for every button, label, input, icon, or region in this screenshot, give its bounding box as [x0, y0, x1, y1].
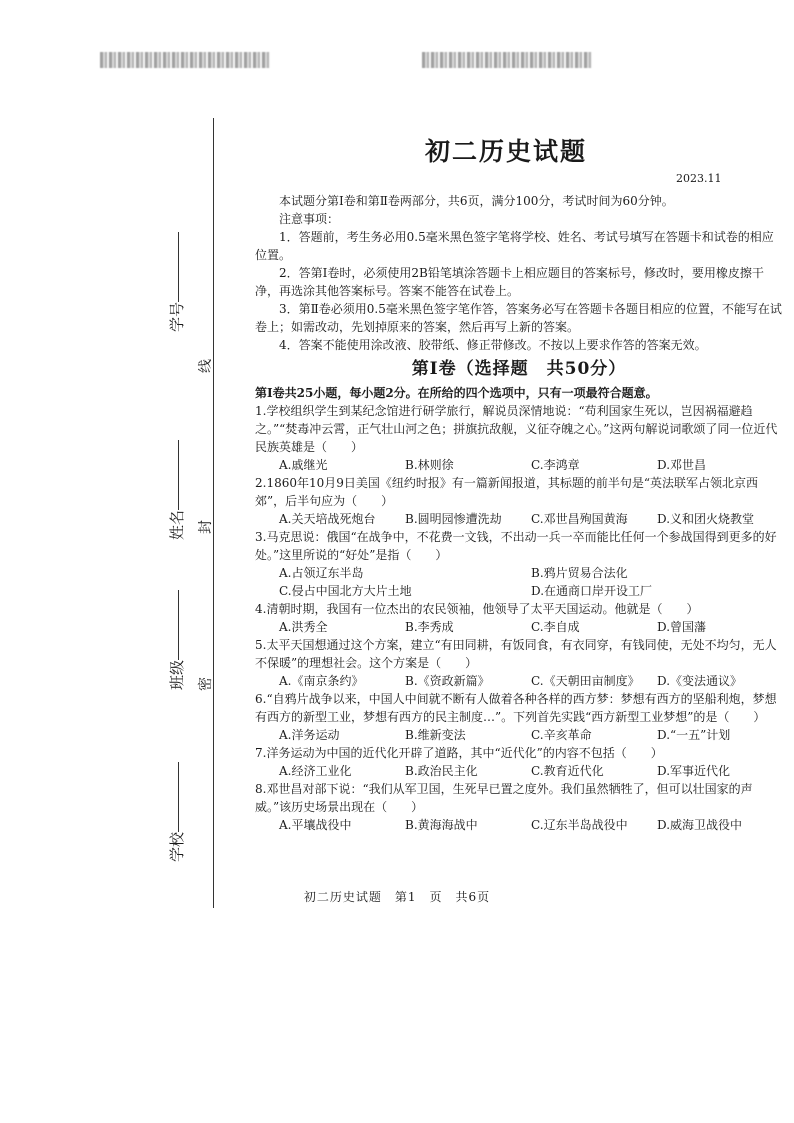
binding-field-name — [166, 434, 187, 540]
option: B.黄海海战中 — [405, 818, 478, 832]
option: D.“一五”计划 — [657, 728, 731, 742]
option: B.李秀成 — [405, 620, 454, 634]
question-stem: 8.邓世昌对部下说：“我们从军卫国，生死早已置之度外。我们虽然牺牲了，但可以壮国家的声威。”该历史场景出现在（ ） — [255, 782, 753, 814]
question — [255, 528, 783, 600]
page-title: 初二历史试题 — [425, 137, 588, 166]
scan-smudge-right — [422, 52, 592, 68]
seal-word-secret: 密 — [198, 677, 214, 691]
option: B.维新变法 — [405, 728, 466, 742]
exam-body — [255, 192, 783, 834]
option: C.邓世昌殉国黄海 — [531, 512, 628, 526]
options — [255, 456, 783, 474]
option: D.曾国藩 — [657, 620, 707, 634]
option: D.在通商口岸开设工厂 — [531, 584, 653, 598]
notice-item: 3．第Ⅱ卷必须用0.5毫米黑色签字笔作答，答案务必写在答题卡各题目相应的位置，不能写在试卷上；如需改动，先划掉原来的答案，然后再写上新的答案。 — [255, 302, 782, 334]
option: D.义和团火烧教堂 — [657, 512, 755, 526]
question-stem: 6.“自鸦片战争以来，中国人中间就不断有人做着各种各样的西方梦：梦想有西方的坚船利炮，梦想有西方的新型工业，梦想有西方的民主制度…”。下列首先实践“西方新型工业梦想”的是（ ） — [255, 692, 777, 724]
question-stem: 7.洋务运动为中国的近代化开辟了道路，其中“近代化”的内容不包括（ ） — [255, 746, 663, 760]
seal-word-line: 线 — [198, 359, 214, 373]
option: A.经济工业化 — [279, 764, 352, 778]
question-stem: 1.学校组织学生到某纪念馆进行研学旅行，解说员深情地说：“苟利国家生死以，岂因祸福避趋之。”“焚毒冲云霄，正气壮山河之色；拼旗抗敌舰，义征夺魄之心。”这两句解说词歌颂了同一位近代民族英雄是（ ） — [255, 404, 778, 454]
option: C.教育近代化 — [531, 764, 604, 778]
options — [255, 510, 783, 528]
notice-title: 注意事项： — [279, 212, 340, 226]
option: C.辛亥革命 — [531, 728, 592, 742]
option: C.《天朝田亩制度》 — [531, 674, 640, 688]
question — [255, 402, 783, 474]
notice-item: 2．答第Ⅰ卷时，必须使用2B铅笔填涂答题卡上相应题目的答案标号，修改时，要用橡皮擦干净，再选涂其他答案标号。答案不能答在试卷上。 — [255, 266, 764, 298]
option: C.辽东半岛战役中 — [531, 818, 628, 832]
options — [255, 618, 783, 636]
field-label: 学号 — [168, 301, 186, 332]
option: C.李自成 — [531, 620, 580, 634]
section-title: 第Ⅰ卷（选择题 共50分） — [411, 359, 627, 379]
options — [255, 816, 783, 834]
option: D.威海卫战役中 — [657, 818, 743, 832]
binding-field-student-id — [166, 226, 187, 332]
question-stem: 5.太平天国想通过这个方案，建立“有田同耕，有饭同食，有衣同穿，有钱同使，无处不均匀，无人不保暖”的理想社会。这个方案是（ ） — [255, 638, 777, 670]
notice-item: 4．答案不能使用涂改液、胶带纸、修正带修改。不按以上要求作答的答案无效。 — [279, 338, 707, 352]
question-stem: 3.马克思说：俄国“在战争中，不花费一文钱，不出动一兵一卒而能比任何一个参战国得到更多的好处。”这里所说的“好处”是指（ ） — [255, 530, 777, 562]
option: B.圆明园惨遭洗劫 — [405, 512, 502, 526]
option: A.占领辽东半岛 — [279, 566, 364, 580]
option: B.政治民主化 — [405, 764, 478, 778]
option: B.鸦片贸易合法化 — [531, 566, 628, 580]
question — [255, 600, 783, 636]
field-label: 学校 — [168, 831, 186, 862]
question — [255, 636, 783, 690]
option: A.平壤战役中 — [279, 818, 352, 832]
option: B.林则徐 — [405, 458, 454, 472]
question — [255, 780, 783, 834]
seal-word-seal: 封 — [198, 520, 214, 534]
options — [255, 582, 783, 600]
question — [255, 690, 783, 744]
option: C.李鸿章 — [531, 458, 580, 472]
option: A.《南京条约》 — [279, 674, 364, 688]
options — [255, 564, 783, 582]
binding-field-school — [166, 756, 187, 862]
scan-smudge-left — [100, 52, 270, 68]
field-label: 班级 — [168, 659, 186, 690]
notice-item: 1．答题前，考生务必用0.5毫米黑色签字笔将学校、姓名、考试号填写在答题卡和试卷的相应位置。 — [255, 230, 774, 262]
question-list — [255, 402, 783, 834]
binding-field-class — [166, 584, 187, 690]
options — [255, 672, 783, 690]
section-rule: 第Ⅰ卷共25小题，每小题2分。在所给的四个选项中，只有一项最符合题意。 — [255, 386, 658, 400]
option: D.军事近代化 — [657, 764, 731, 778]
option: B.《资政新篇》 — [405, 674, 490, 688]
page-footer: 初二历史试题 第1 页 共6页 — [303, 890, 491, 904]
binding-line — [213, 118, 214, 908]
option: C.侵占中国北方大片土地 — [279, 584, 412, 598]
question-stem: 2.1860年10月9日美国《纽约时报》有一篇新闻报道，其标题的前半句是“英法联军占领北京西郊”，后半句应为（ ） — [255, 476, 759, 508]
option: A.关天培战死炮台 — [279, 512, 376, 526]
instructions-intro: 本试题分第Ⅰ卷和第Ⅱ卷两部分，共6页，满分100分，考试时间为60分钟。 — [279, 194, 674, 208]
option: D.邓世昌 — [657, 458, 707, 472]
question-stem: 4.清朝时期，我国有一位杰出的农民领袖，他领导了太平天国运动。他就是（ ） — [255, 602, 699, 616]
option: A.戚继光 — [279, 458, 328, 472]
question — [255, 744, 783, 780]
field-label: 姓名 — [168, 509, 186, 540]
option: D.《变法通议》 — [657, 674, 743, 688]
question — [255, 474, 783, 528]
options — [255, 762, 783, 780]
option: A.洪秀全 — [279, 620, 328, 634]
options — [255, 726, 783, 744]
option: A.洋务运动 — [279, 728, 340, 742]
exam-date: 2023.11 — [676, 172, 722, 185]
